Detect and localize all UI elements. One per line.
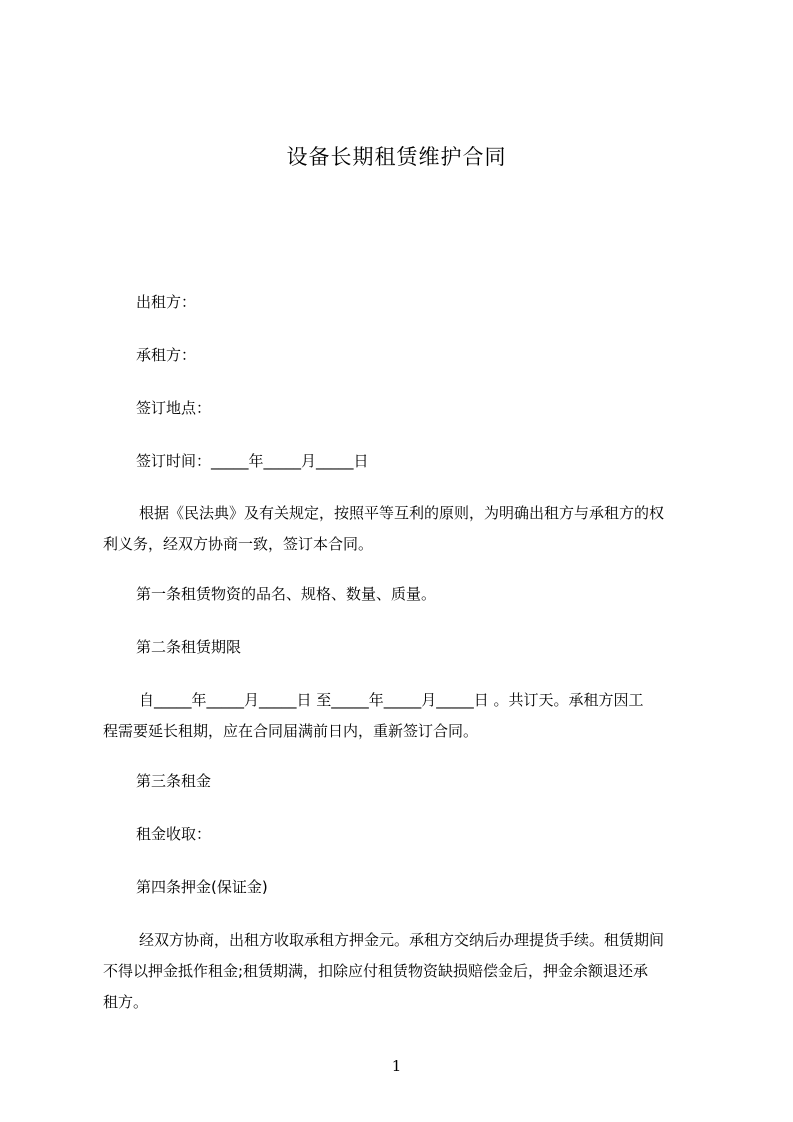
term-line: 程需要延长租期，应在合同届满前日内，重新签订合同。 xyxy=(103,722,479,740)
document-title: 设备长期租赁维护合同 xyxy=(286,145,507,169)
deposit-line: 租方。 xyxy=(103,993,149,1011)
lessee-field: 承租方： xyxy=(136,346,197,364)
preamble-paragraph xyxy=(103,498,713,560)
article-1-heading: 第一条租赁物资的品名、规格、数量、质量。 xyxy=(136,585,437,603)
sign-time-field: 签订时间：_____年_____月_____日 xyxy=(136,452,369,470)
article-4-heading: 第四条押金(保证金) xyxy=(136,878,268,896)
term-paragraph xyxy=(103,685,713,747)
sign-place-field: 签订地点： xyxy=(136,399,212,417)
deposit-line: 不得以押金抵作租金;租赁期满，扣除应付租赁物资缺损赔偿金后，押金余额退还承 xyxy=(103,962,649,980)
deposit-paragraph xyxy=(103,925,713,1018)
preamble-line: 利义务，经双方协商一致，签订本合同。 xyxy=(103,535,374,553)
term-line: 自_____年_____月_____日 至_____年_____月_____日 。共订天。承租方因工 xyxy=(139,691,644,709)
preamble-line: 根据《民法典》及有关规定，按照平等互利的原则，为明确出租方与承租方的权 xyxy=(139,504,665,522)
page-number: 1 xyxy=(391,1057,402,1075)
article-3-heading: 第三条租金 xyxy=(136,772,212,790)
article-2-heading: 第二条租赁期限 xyxy=(136,638,242,656)
lessor-field: 出租方： xyxy=(136,293,197,311)
rent-collection-field: 租金收取： xyxy=(136,825,212,843)
deposit-line: 经双方协商，出租方收取承租方押金元。承租方交纳后办理提货手续。租赁期间 xyxy=(139,931,665,949)
